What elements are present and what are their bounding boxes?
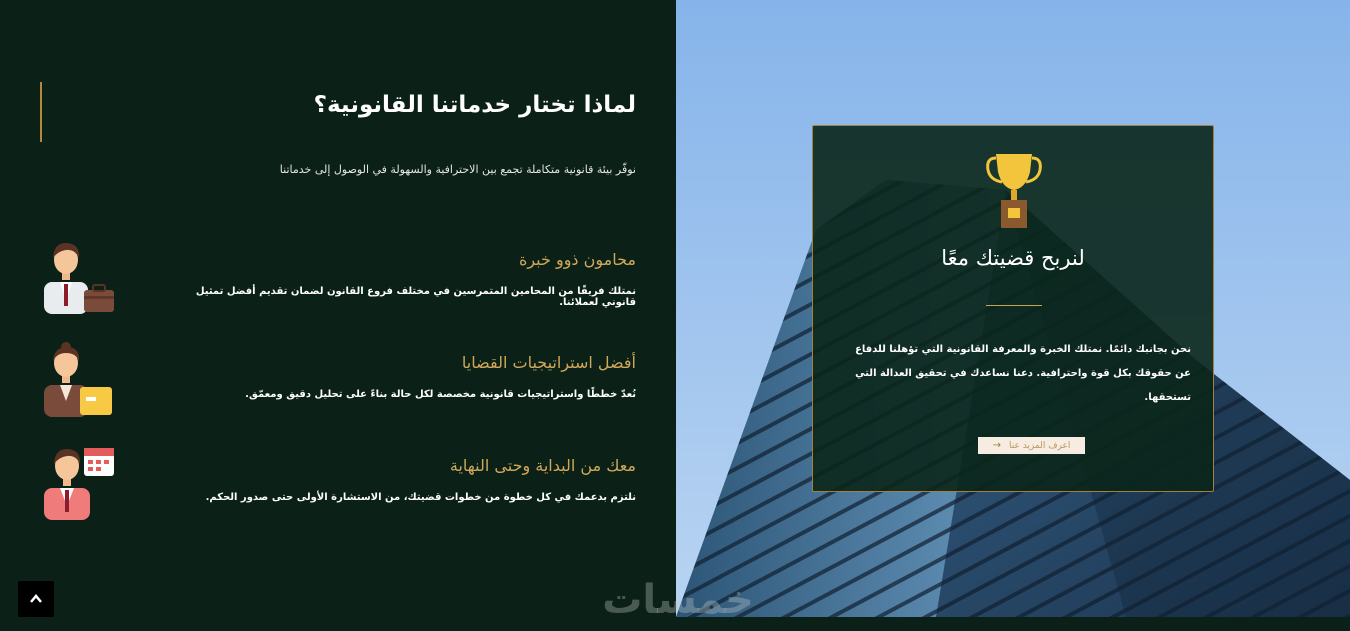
card-divider bbox=[986, 305, 1042, 306]
feature-description: نمتلك فريقًا من المحامين المتمرسين في مختلف فروع القانون لضمان تقديم أفضل تمثيل قانوني لعملائنا. bbox=[195, 286, 636, 308]
feature-description: نلتزم بدعمك في كل خطوة من خطوات قضيتك، من الاستشارة الأولى حتى صدور الحكم. bbox=[205, 492, 636, 503]
learn-more-label: اعرف المزيد عنا bbox=[1009, 440, 1071, 451]
card-description: نحن بجانبك دائمًا. نمتلك الخبرة والمعرفة القانونية التي تؤهلنا للدفاع عن حقوقك بكل قوة واحترافية. دعنا نساعدك في تحقيق العدالة التي تستحقها. bbox=[855, 344, 1191, 403]
feature-title: محامون ذوو خبرة bbox=[518, 250, 636, 269]
feature-best-strategies bbox=[40, 353, 636, 443]
feature-experienced-lawyers bbox=[40, 250, 636, 340]
feature-description: نُعدّ خططًا واستراتيجيات قانونية مخصصة لكل حالة بناءً على تحليل دقيق ومعمّق. bbox=[245, 389, 636, 400]
arrow-right-icon: → bbox=[992, 440, 1002, 451]
lawyer-folder-icon bbox=[40, 341, 120, 421]
section-title: لماذا تختار خدماتنا القانونية؟ bbox=[313, 92, 636, 118]
feature-title: معك من البداية وحتى النهاية bbox=[449, 456, 636, 475]
lawyer-briefcase-icon bbox=[40, 238, 120, 318]
card-title: لنربح قضيتك معًا bbox=[941, 246, 1085, 270]
chevron-up-icon bbox=[28, 591, 44, 607]
watermark-logo: خمسات bbox=[602, 577, 754, 623]
feature-start-to-end bbox=[40, 456, 636, 546]
feature-title: أفضل استراتيجيات القضايا bbox=[461, 353, 636, 372]
cta-card bbox=[812, 125, 1214, 492]
lawyer-calendar-icon bbox=[40, 444, 120, 524]
bottom-strip bbox=[676, 617, 1350, 631]
section-subtitle: نوفّر بيئة قانونية متكاملة تجمع بين الاحترافية والسهولة في الوصول إلى خدماتنا bbox=[279, 163, 636, 176]
accent-bar bbox=[40, 82, 42, 142]
learn-more-button[interactable] bbox=[978, 437, 1085, 454]
trophy-icon bbox=[986, 150, 1042, 230]
scroll-to-top-button[interactable] bbox=[18, 581, 54, 617]
